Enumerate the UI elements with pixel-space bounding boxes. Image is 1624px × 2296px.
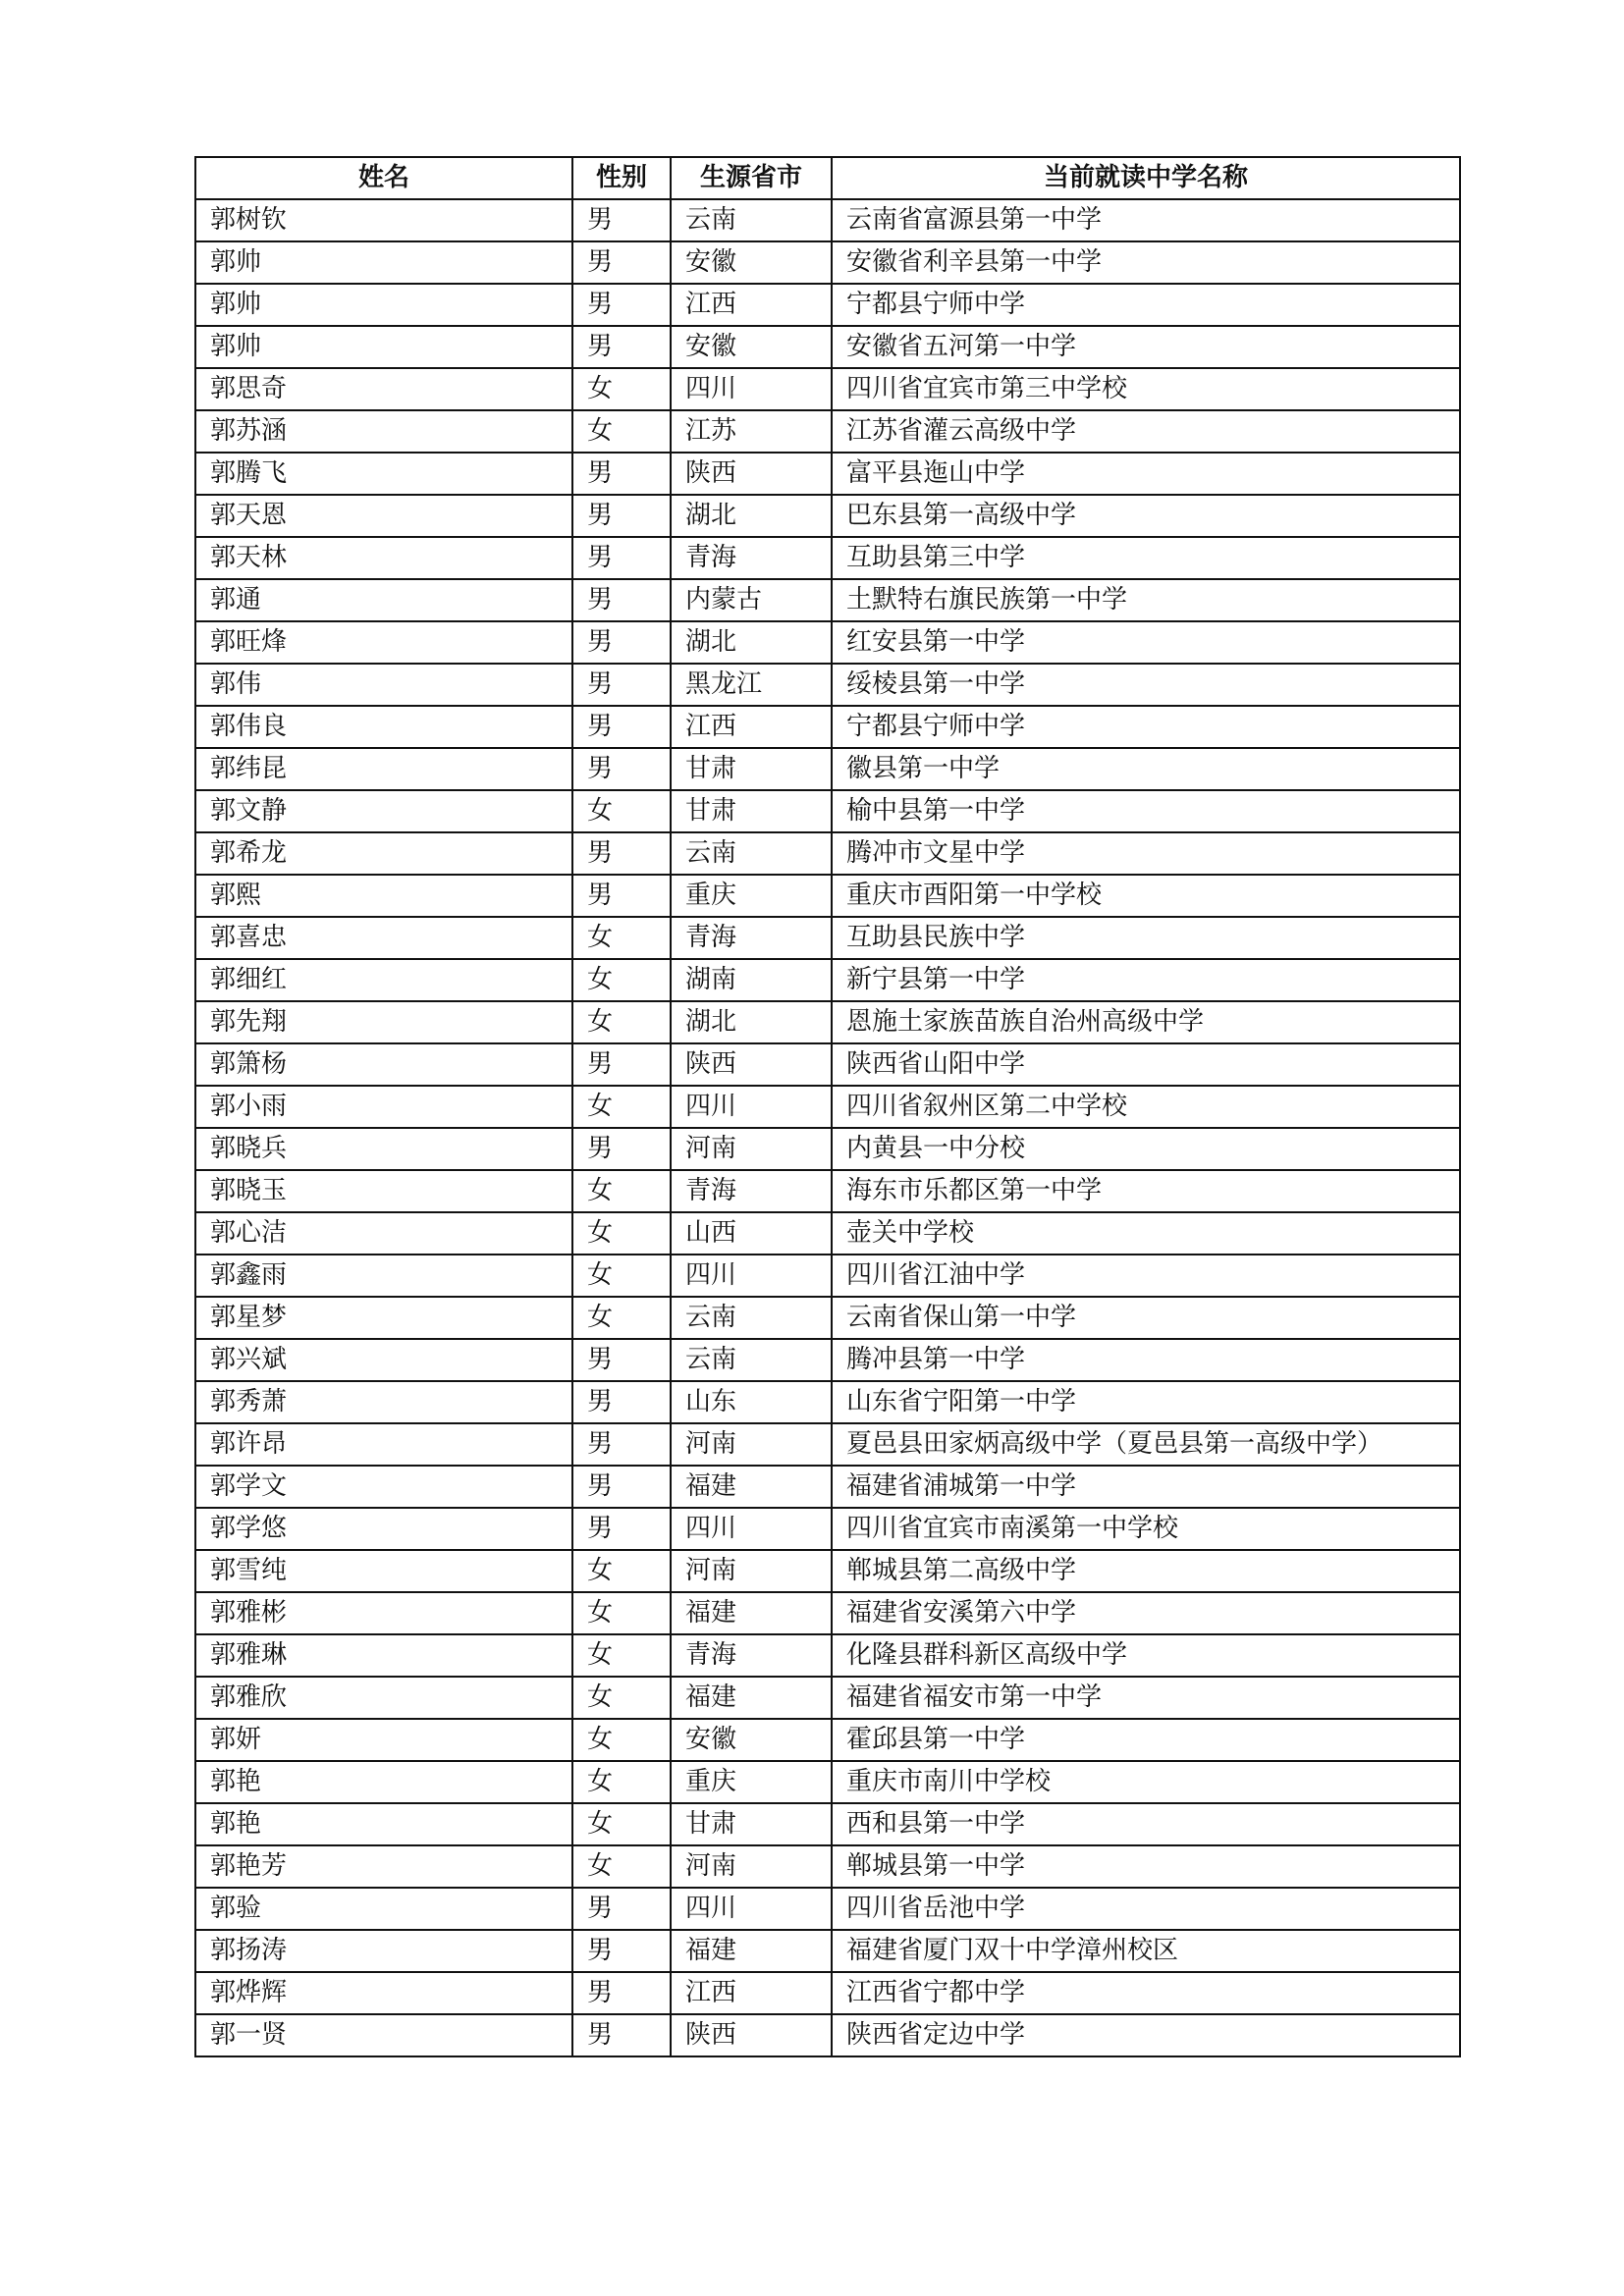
- cell-school: 福建省安溪第六中学: [832, 1592, 1460, 1634]
- cell-name: 郭晓兵: [195, 1128, 572, 1170]
- table-row: [195, 1086, 1460, 1128]
- cell-province: 重庆: [671, 1761, 832, 1803]
- table-row: [195, 495, 1460, 537]
- cell-name: 郭帅: [195, 241, 572, 284]
- cell-school: 四川省江油中学: [832, 1255, 1460, 1297]
- cell-gender: 女: [572, 1592, 671, 1634]
- cell-province: 青海: [671, 1170, 832, 1212]
- cell-name: 郭艳: [195, 1761, 572, 1803]
- cell-gender: 男: [572, 1423, 671, 1466]
- cell-province: 黑龙江: [671, 664, 832, 706]
- cell-school: 四川省岳池中学: [832, 1888, 1460, 1930]
- cell-gender: 男: [572, 495, 671, 537]
- cell-province: 青海: [671, 917, 832, 959]
- cell-school: 恩施土家族苗族自治州高级中学: [832, 1001, 1460, 1043]
- cell-name: 郭帅: [195, 284, 572, 326]
- cell-gender: 男: [572, 1888, 671, 1930]
- table-row: [195, 1043, 1460, 1086]
- cell-gender: 女: [572, 1677, 671, 1719]
- header-school: 当前就读中学名称: [832, 157, 1460, 199]
- table-row: [195, 1888, 1460, 1930]
- cell-province: 四川: [671, 1508, 832, 1550]
- cell-school: 土默特右旗民族第一中学: [832, 579, 1460, 621]
- cell-name: 郭苏涵: [195, 410, 572, 453]
- cell-name: 郭希龙: [195, 832, 572, 875]
- table-row: [195, 368, 1460, 410]
- cell-name: 郭纬昆: [195, 748, 572, 790]
- cell-province: 江西: [671, 706, 832, 748]
- cell-gender: 男: [572, 1339, 671, 1381]
- cell-school: 宁都县宁师中学: [832, 706, 1460, 748]
- table-row: [195, 706, 1460, 748]
- table-row: [195, 1339, 1460, 1381]
- cell-gender: 男: [572, 537, 671, 579]
- cell-gender: 男: [572, 579, 671, 621]
- cell-name: 郭腾飞: [195, 453, 572, 495]
- cell-name: 郭天恩: [195, 495, 572, 537]
- table-row: [195, 1719, 1460, 1761]
- cell-province: 云南: [671, 832, 832, 875]
- cell-province: 内蒙古: [671, 579, 832, 621]
- cell-province: 安徽: [671, 1719, 832, 1761]
- cell-province: 河南: [671, 1845, 832, 1888]
- cell-school: 壶关中学校: [832, 1212, 1460, 1255]
- table-row: [195, 917, 1460, 959]
- table-row: [195, 1255, 1460, 1297]
- cell-province: 青海: [671, 1634, 832, 1677]
- cell-school: 巴东县第一高级中学: [832, 495, 1460, 537]
- cell-gender: 女: [572, 1255, 671, 1297]
- cell-name: 郭星梦: [195, 1297, 572, 1339]
- cell-gender: 女: [572, 1550, 671, 1592]
- table-row: [195, 1128, 1460, 1170]
- cell-province: 陕西: [671, 1043, 832, 1086]
- cell-school: 互助县第三中学: [832, 537, 1460, 579]
- cell-province: 湖北: [671, 495, 832, 537]
- cell-gender: 男: [572, 664, 671, 706]
- cell-school: 重庆市南川中学校: [832, 1761, 1460, 1803]
- table-row: [195, 1297, 1460, 1339]
- cell-province: 青海: [671, 537, 832, 579]
- table-row: [195, 410, 1460, 453]
- table-row: [195, 1508, 1460, 1550]
- header-province: 生源省市: [671, 157, 832, 199]
- cell-province: 甘肃: [671, 1803, 832, 1845]
- table-row: [195, 790, 1460, 832]
- cell-name: 郭一贤: [195, 2014, 572, 2056]
- cell-school: 四川省叙州区第二中学校: [832, 1086, 1460, 1128]
- cell-school: 霍邱县第一中学: [832, 1719, 1460, 1761]
- table-row: [195, 1972, 1460, 2014]
- cell-name: 郭雅彬: [195, 1592, 572, 1634]
- cell-school: 化隆县群科新区高级中学: [832, 1634, 1460, 1677]
- cell-province: 甘肃: [671, 748, 832, 790]
- cell-gender: 女: [572, 1212, 671, 1255]
- cell-gender: 男: [572, 875, 671, 917]
- cell-school: 红安县第一中学: [832, 621, 1460, 664]
- table-row: [195, 1550, 1460, 1592]
- cell-province: 四川: [671, 368, 832, 410]
- cell-name: 郭验: [195, 1888, 572, 1930]
- cell-school: 郸城县第二高级中学: [832, 1550, 1460, 1592]
- cell-name: 郭秀萧: [195, 1381, 572, 1423]
- cell-gender: 女: [572, 959, 671, 1001]
- cell-gender: 男: [572, 1508, 671, 1550]
- cell-name: 郭喜忠: [195, 917, 572, 959]
- cell-school: 西和县第一中学: [832, 1803, 1460, 1845]
- cell-name: 郭雅琳: [195, 1634, 572, 1677]
- cell-name: 郭箫杨: [195, 1043, 572, 1086]
- cell-name: 郭伟良: [195, 706, 572, 748]
- cell-gender: 女: [572, 1634, 671, 1677]
- cell-school: 榆中县第一中学: [832, 790, 1460, 832]
- cell-name: 郭妍: [195, 1719, 572, 1761]
- cell-school: 新宁县第一中学: [832, 959, 1460, 1001]
- cell-province: 山东: [671, 1381, 832, 1423]
- cell-province: 云南: [671, 1339, 832, 1381]
- cell-gender: 男: [572, 1466, 671, 1508]
- cell-gender: 男: [572, 2014, 671, 2056]
- cell-province: 江苏: [671, 410, 832, 453]
- table-row: [195, 284, 1460, 326]
- table-row: [195, 1845, 1460, 1888]
- table-row: [195, 1803, 1460, 1845]
- cell-name: 郭心洁: [195, 1212, 572, 1255]
- cell-province: 云南: [671, 1297, 832, 1339]
- table-header-row: [195, 157, 1460, 199]
- cell-school: 江西省宁都中学: [832, 1972, 1460, 2014]
- cell-school: 郸城县第一中学: [832, 1845, 1460, 1888]
- cell-name: 郭通: [195, 579, 572, 621]
- cell-school: 海东市乐都区第一中学: [832, 1170, 1460, 1212]
- table-row: [195, 1466, 1460, 1508]
- cell-province: 江西: [671, 1972, 832, 2014]
- table-row: [195, 1423, 1460, 1466]
- cell-province: 甘肃: [671, 790, 832, 832]
- table-row: [195, 748, 1460, 790]
- cell-name: 郭天林: [195, 537, 572, 579]
- cell-school: 腾冲市文星中学: [832, 832, 1460, 875]
- table-row: [195, 326, 1460, 368]
- table-row: [195, 1170, 1460, 1212]
- table-row: [195, 1212, 1460, 1255]
- table-row: [195, 875, 1460, 917]
- cell-province: 安徽: [671, 241, 832, 284]
- header-name: 姓名: [195, 157, 572, 199]
- cell-name: 郭烨辉: [195, 1972, 572, 2014]
- cell-school: 徽县第一中学: [832, 748, 1460, 790]
- cell-name: 郭伟: [195, 664, 572, 706]
- cell-gender: 女: [572, 1845, 671, 1888]
- cell-gender: 男: [572, 1043, 671, 1086]
- cell-school: 宁都县宁师中学: [832, 284, 1460, 326]
- table-row: [195, 959, 1460, 1001]
- cell-school: 绥棱县第一中学: [832, 664, 1460, 706]
- cell-name: 郭许昂: [195, 1423, 572, 1466]
- cell-gender: 女: [572, 1719, 671, 1761]
- table-row: [195, 664, 1460, 706]
- table-row: [195, 1634, 1460, 1677]
- cell-province: 福建: [671, 1930, 832, 1972]
- table-row: [195, 832, 1460, 875]
- cell-gender: 男: [572, 1381, 671, 1423]
- table-row: [195, 453, 1460, 495]
- cell-name: 郭文静: [195, 790, 572, 832]
- cell-province: 河南: [671, 1128, 832, 1170]
- cell-gender: 女: [572, 790, 671, 832]
- cell-name: 郭晓玉: [195, 1170, 572, 1212]
- cell-name: 郭鑫雨: [195, 1255, 572, 1297]
- cell-school: 互助县民族中学: [832, 917, 1460, 959]
- cell-name: 郭学悠: [195, 1508, 572, 1550]
- cell-province: 湖南: [671, 959, 832, 1001]
- cell-school: 安徽省利辛县第一中学: [832, 241, 1460, 284]
- cell-name: 郭扬涛: [195, 1930, 572, 1972]
- cell-school: 夏邑县田家炳高级中学（夏邑县第一高级中学）: [832, 1423, 1460, 1466]
- cell-gender: 男: [572, 1972, 671, 2014]
- table-row: [195, 1677, 1460, 1719]
- cell-school: 山东省宁阳第一中学: [832, 1381, 1460, 1423]
- cell-school: 四川省宜宾市南溪第一中学校: [832, 1508, 1460, 1550]
- cell-province: 陕西: [671, 453, 832, 495]
- cell-name: 郭思奇: [195, 368, 572, 410]
- cell-school: 四川省宜宾市第三中学校: [832, 368, 1460, 410]
- table-row: [195, 621, 1460, 664]
- cell-gender: 男: [572, 241, 671, 284]
- cell-province: 陕西: [671, 2014, 832, 2056]
- cell-gender: 女: [572, 1297, 671, 1339]
- cell-gender: 男: [572, 706, 671, 748]
- cell-name: 郭帅: [195, 326, 572, 368]
- table-row: [195, 537, 1460, 579]
- cell-province: 四川: [671, 1255, 832, 1297]
- cell-school: 云南省富源县第一中学: [832, 199, 1460, 241]
- cell-name: 郭旺烽: [195, 621, 572, 664]
- cell-school: 富平县迤山中学: [832, 453, 1460, 495]
- cell-province: 福建: [671, 1466, 832, 1508]
- cell-gender: 男: [572, 1930, 671, 1972]
- cell-province: 四川: [671, 1086, 832, 1128]
- cell-gender: 女: [572, 1761, 671, 1803]
- cell-gender: 女: [572, 368, 671, 410]
- cell-gender: 女: [572, 1803, 671, 1845]
- cell-name: 郭小雨: [195, 1086, 572, 1128]
- table-row: [195, 241, 1460, 284]
- cell-gender: 女: [572, 1170, 671, 1212]
- cell-gender: 女: [572, 1001, 671, 1043]
- cell-province: 湖北: [671, 621, 832, 664]
- cell-school: 腾冲县第一中学: [832, 1339, 1460, 1381]
- table-row: [195, 1761, 1460, 1803]
- cell-name: 郭艳芳: [195, 1845, 572, 1888]
- cell-province: 安徽: [671, 326, 832, 368]
- student-table: [194, 156, 1461, 2057]
- cell-name: 郭雅欣: [195, 1677, 572, 1719]
- cell-gender: 女: [572, 1086, 671, 1128]
- cell-name: 郭先翔: [195, 1001, 572, 1043]
- cell-province: 福建: [671, 1592, 832, 1634]
- cell-school: 陕西省定边中学: [832, 2014, 1460, 2056]
- cell-school: 云南省保山第一中学: [832, 1297, 1460, 1339]
- cell-province: 福建: [671, 1677, 832, 1719]
- table-row: [195, 1592, 1460, 1634]
- table-row: [195, 2014, 1460, 2056]
- cell-name: 郭兴斌: [195, 1339, 572, 1381]
- cell-gender: 男: [572, 832, 671, 875]
- cell-province: 四川: [671, 1888, 832, 1930]
- cell-name: 郭细红: [195, 959, 572, 1001]
- cell-name: 郭艳: [195, 1803, 572, 1845]
- table-row: [195, 1381, 1460, 1423]
- cell-school: 重庆市酉阳第一中学校: [832, 875, 1460, 917]
- cell-province: 湖北: [671, 1001, 832, 1043]
- cell-gender: 男: [572, 1128, 671, 1170]
- cell-school: 陕西省山阳中学: [832, 1043, 1460, 1086]
- table-row: [195, 1001, 1460, 1043]
- cell-gender: 男: [572, 453, 671, 495]
- cell-province: 云南: [671, 199, 832, 241]
- cell-gender: 男: [572, 326, 671, 368]
- table-row: [195, 1930, 1460, 1972]
- cell-gender: 女: [572, 917, 671, 959]
- cell-province: 江西: [671, 284, 832, 326]
- cell-province: 重庆: [671, 875, 832, 917]
- cell-gender: 男: [572, 621, 671, 664]
- table-row: [195, 579, 1460, 621]
- cell-school: 福建省浦城第一中学: [832, 1466, 1460, 1508]
- cell-province: 河南: [671, 1550, 832, 1592]
- cell-province: 河南: [671, 1423, 832, 1466]
- cell-school: 福建省福安市第一中学: [832, 1677, 1460, 1719]
- cell-school: 内黄县一中分校: [832, 1128, 1460, 1170]
- header-gender: 性别: [572, 157, 671, 199]
- table-row: [195, 199, 1460, 241]
- cell-name: 郭学文: [195, 1466, 572, 1508]
- cell-gender: 男: [572, 199, 671, 241]
- cell-province: 山西: [671, 1212, 832, 1255]
- cell-school: 福建省厦门双十中学漳州校区: [832, 1930, 1460, 1972]
- cell-gender: 男: [572, 748, 671, 790]
- cell-gender: 女: [572, 410, 671, 453]
- cell-gender: 男: [572, 284, 671, 326]
- cell-school: 安徽省五河第一中学: [832, 326, 1460, 368]
- cell-name: 郭熙: [195, 875, 572, 917]
- cell-name: 郭雪纯: [195, 1550, 572, 1592]
- cell-name: 郭树钦: [195, 199, 572, 241]
- cell-school: 江苏省灌云高级中学: [832, 410, 1460, 453]
